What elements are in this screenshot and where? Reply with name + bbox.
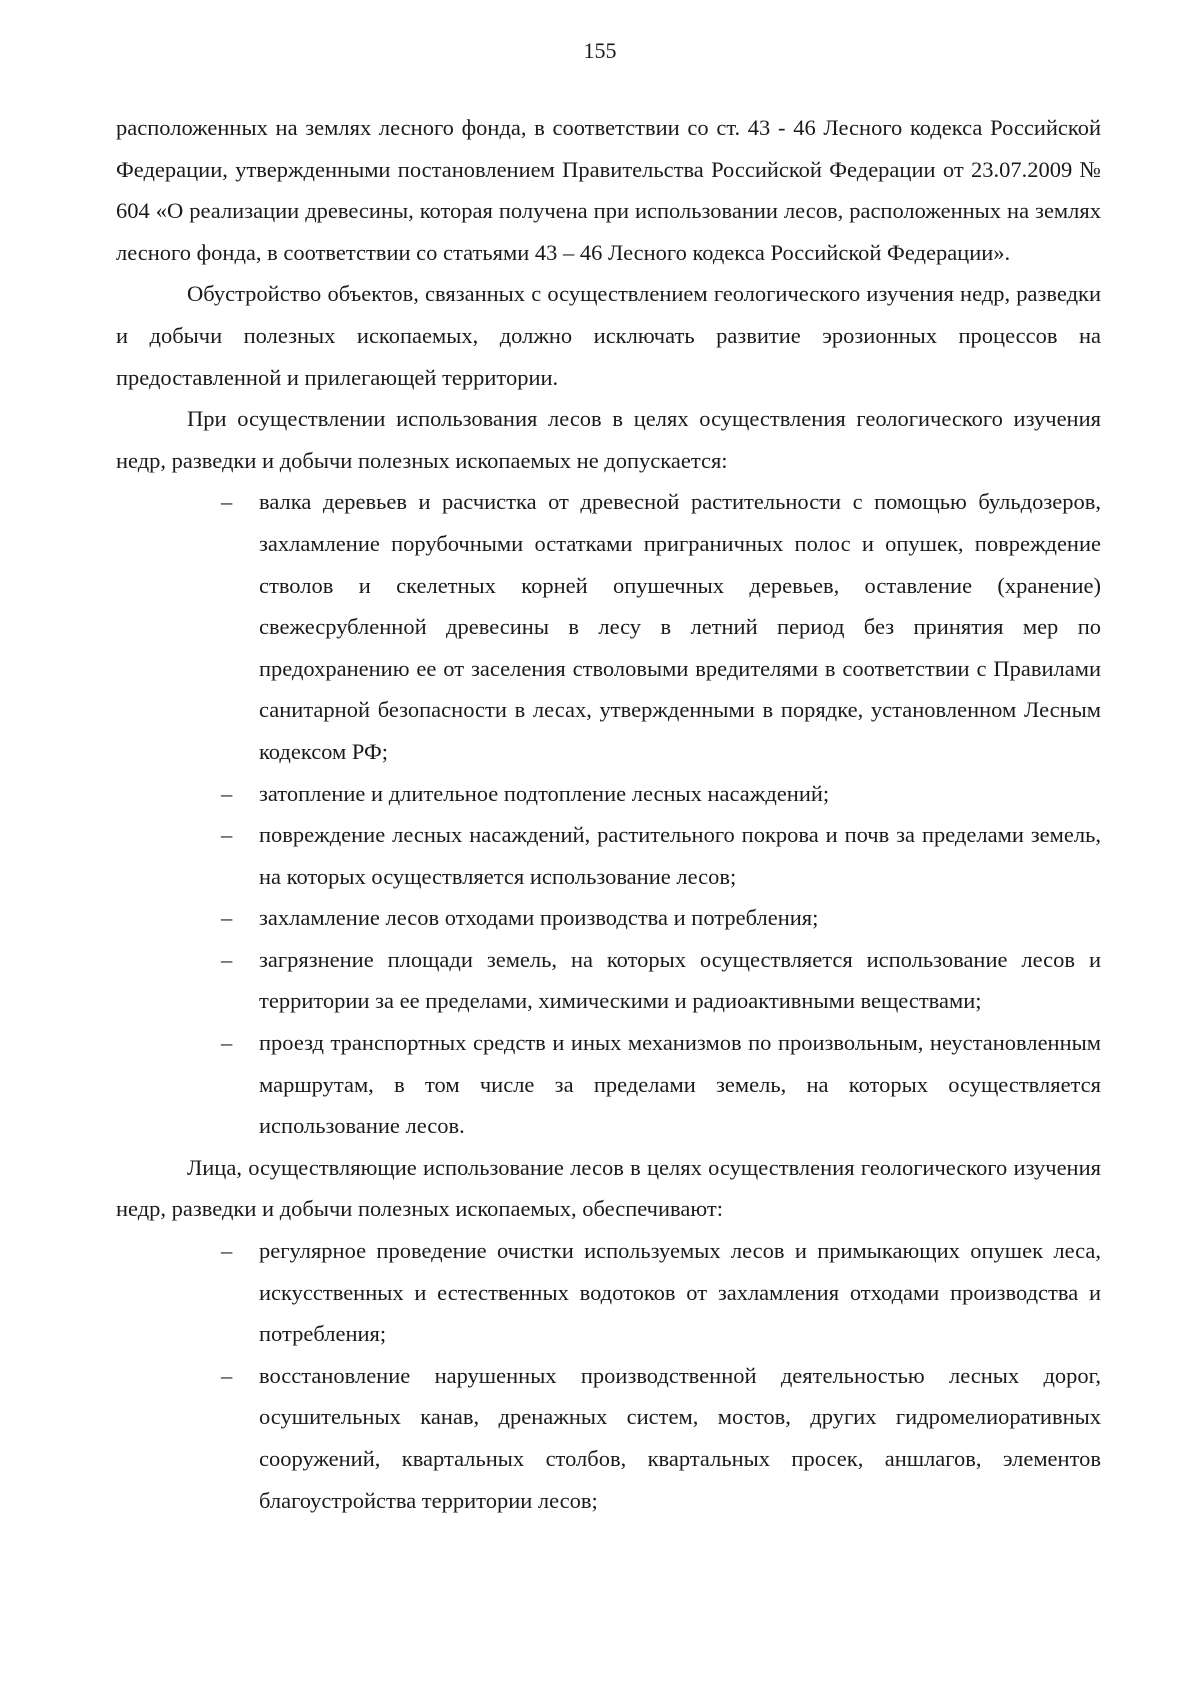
list-item-text: валка деревьев и расчистка от древесной растительности с помощью бульдозеров, захламление порубочными остатками приграничных полос и опушек, повреждение стволов и скелетных корней опушечных деревьев, оставление (хранение) свежесрубленной древесины в лесу в летний период без принятия мер по предохранению ее от заселения стволовыми вредителями в соответствии с Правилами санитарной безопасности в лесах, утвержденными в порядке, установленном Лесным кодексом РФ; — [259, 489, 1101, 764]
prohibited-actions-list — [116, 481, 1101, 1147]
list-item — [116, 1355, 1101, 1521]
list-item-text: затопление и длительное подтопление лесных насаждений; — [259, 780, 830, 806]
list-dash: – — [221, 780, 233, 806]
paragraph: Обустройство объектов, связанных с осуществлением геологического изучения недр, разведки и добычи полезных ископаемых, должно исключать развитие эрозионных процессов на предоставленной и прилегающей территории. — [116, 281, 1101, 390]
list-dash: – — [221, 822, 233, 848]
list-dash: – — [221, 905, 233, 931]
list-item-text: регулярное проведение очистки используемых лесов и примыкающих опушек леса, искусственных и естественных водотоков от захламления отходами производства и потребления; — [259, 1238, 1101, 1347]
list-item — [116, 814, 1101, 897]
list-item-text: захламление лесов отходами производства и потребления; — [259, 905, 819, 931]
paragraph: Лица, осуществляющие использование лесов в целях осуществления геологического изучения недр, разведки и добычи полезных ископаемых, обеспечивают: — [116, 1154, 1101, 1222]
list-dash: – — [221, 1238, 233, 1264]
list-item — [116, 773, 1101, 815]
list-item — [116, 939, 1101, 1022]
list-item — [116, 897, 1101, 939]
obligations-list — [116, 1230, 1101, 1521]
page-number: 155 — [583, 38, 617, 63]
body-text — [116, 107, 1101, 1521]
list-item — [116, 481, 1101, 772]
list-dash: – — [221, 946, 233, 972]
list-item — [116, 1230, 1101, 1355]
list-item-text: проезд транспортных средств и иных механизмов по произвольным, неустановленным маршрутам, в том числе за пределами земель, на которых осуществляется использование лесов. — [259, 1030, 1101, 1139]
list-item-text: повреждение лесных насаждений, растительного покрова и почв за пределами земель, на которых осуществляется использование лесов; — [259, 822, 1101, 889]
list-dash: – — [221, 1362, 233, 1388]
list-item — [116, 1022, 1101, 1147]
list-item-text: загрязнение площади земель, на которых осуществляется использование лесов и территории за ее пределами, химическими и радиоактивными веществами; — [259, 946, 1101, 1014]
paragraph: расположенных на землях лесного фонда, в соответствии со ст. 43 - 46 Лесного кодекса Российской Федерации, утвержденными постановлением Правительства Российской Федерации от 23.07.2009 № 604 «О реализации древесины, которая получена при использовании лесов, расположенных на землях лесного фонда, в соответствии со статьями 43 – 46 Лесного кодекса Российской Федерации». — [116, 115, 1101, 265]
paragraph: При осуществлении использования лесов в целях осуществления геологического изучения недр, разведки и добычи полезных ископаемых не допускается: — [116, 406, 1101, 473]
list-item-text: восстановление нарушенных производственной деятельностью лесных дорог, осушительных канав, дренажных систем, мостов, других гидромелиоративных сооружений, квартальных столбов, квартальных просек, аншлагов, элементов благоустройства территории лесов; — [259, 1362, 1101, 1513]
list-dash: – — [221, 1030, 233, 1056]
list-dash: – — [221, 489, 233, 515]
